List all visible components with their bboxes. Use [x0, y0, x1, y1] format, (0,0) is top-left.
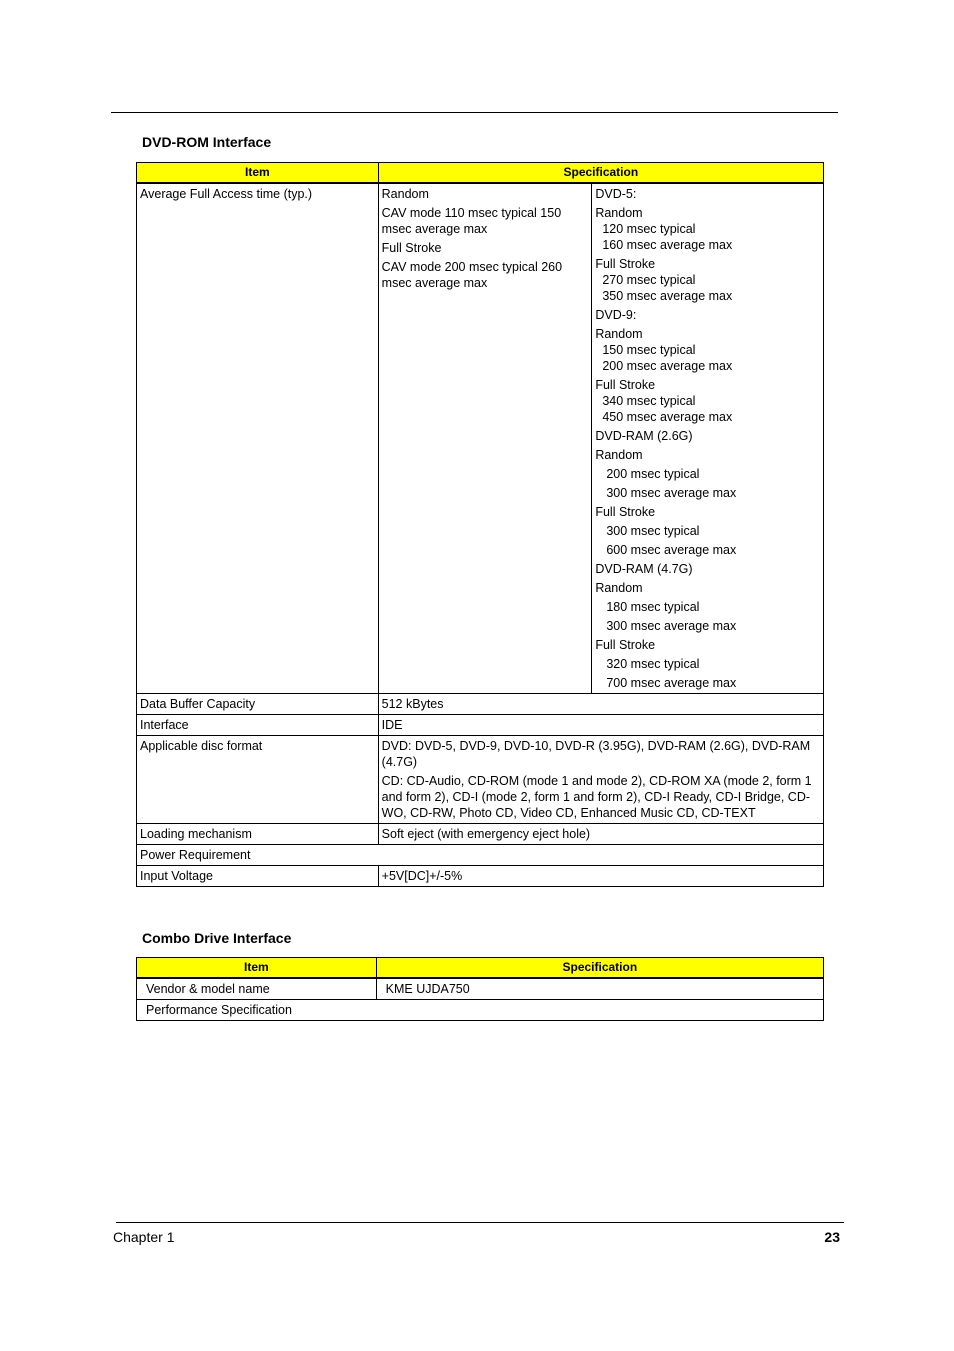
- text-line: Random: [595, 206, 643, 220]
- text-line: 320 msec typical: [606, 657, 700, 671]
- text-line: Full Stroke: [595, 257, 656, 271]
- text-line: DVD: DVD-5, DVD-9, DVD-10, DVD-R (3.95G), DVD-RAM (2.6G), DVD-RAM (4.7G): [381, 739, 811, 769]
- row-value: 512 kBytes: [378, 694, 823, 715]
- text-line: CD: CD-Audio, CD-ROM (mode 1 and mode 2), CD-ROM XA (mode 2, form 1 and form 2), CD-I (mode 2, form 1 and form 2), CD-I Ready, CD-I Bridge, CD-WO, CD-RW, Photo CD, Video CD, Enhanced Music CD, CD-TEXT: [381, 774, 812, 820]
- row-value: IDE: [378, 715, 823, 736]
- text-line: 180 msec typical: [606, 600, 700, 614]
- table-row: [137, 736, 824, 824]
- table-row: [137, 824, 824, 845]
- text-line: 700 msec average max: [606, 676, 737, 690]
- row-label: Vendor & model name: [137, 978, 377, 1000]
- text-line: Full Stroke: [381, 241, 442, 255]
- text-line: DVD-9:: [595, 308, 637, 322]
- text-line: 200 msec average max: [602, 359, 733, 373]
- table-row: [137, 183, 824, 694]
- text-line: 270 msec typical: [602, 273, 696, 287]
- row-label: Power Requirement: [137, 845, 824, 866]
- text-line: Full Stroke: [595, 505, 656, 519]
- row-label: Data Buffer Capacity: [137, 694, 379, 715]
- row-value: Soft eject (with emergency eject hole): [378, 824, 823, 845]
- text-line: DVD-RAM (4.7G): [595, 562, 693, 576]
- access-time-format-column: [592, 183, 824, 694]
- text-line: DVD-5:: [595, 187, 637, 201]
- header-item: Item: [137, 958, 377, 979]
- table-row: [137, 715, 824, 736]
- row-value: +5V[DC]+/-5%: [378, 866, 823, 887]
- row-value: [378, 736, 823, 824]
- text-line: CAV mode 110 msec typical 150 msec average max: [381, 206, 562, 236]
- text-line: Random: [595, 327, 643, 341]
- table-header-row: [137, 958, 824, 979]
- footer-chapter: Chapter 1: [113, 1229, 175, 1245]
- row-label: Average Full Access time (typ.): [137, 183, 379, 694]
- row-label: Applicable disc format: [137, 736, 379, 824]
- text-line: DVD-RAM (2.6G): [595, 429, 693, 443]
- text-line: 350 msec average max: [602, 289, 733, 303]
- table-row: [137, 694, 824, 715]
- text-line: 450 msec average max: [602, 410, 733, 424]
- access-time-cav-column: [378, 183, 592, 694]
- header-item: Item: [137, 163, 379, 184]
- header-rule: [111, 112, 838, 113]
- text-line: 300 msec typical: [606, 524, 700, 538]
- text-line: Random: [381, 187, 429, 201]
- text-line: 300 msec average max: [606, 619, 737, 633]
- dvd-rom-spec-table: [136, 162, 824, 887]
- combo-section-title: Combo Drive Interface: [142, 930, 292, 946]
- text-line: 200 msec typical: [606, 467, 700, 481]
- text-line: 300 msec average max: [606, 486, 737, 500]
- combo-spec-table: [136, 957, 824, 1021]
- table-row: [137, 866, 824, 887]
- row-label: Input Voltage: [137, 866, 379, 887]
- dvd-rom-section-title: DVD-ROM Interface: [142, 134, 272, 150]
- text-line: Random: [595, 448, 643, 462]
- text-line: 150 msec typical: [602, 343, 696, 357]
- text-line: Full Stroke: [595, 638, 656, 652]
- table-header-row: [137, 163, 824, 184]
- table-row: [137, 1000, 824, 1021]
- header-specification: Specification: [378, 163, 823, 184]
- row-label: Interface: [137, 715, 379, 736]
- table-row: [137, 978, 824, 1000]
- text-line: 340 msec typical: [602, 394, 696, 408]
- table-row: [137, 845, 824, 866]
- footer-rule: [116, 1222, 844, 1223]
- text-line: 120 msec typical: [602, 222, 696, 236]
- text-line: Full Stroke: [595, 378, 656, 392]
- row-label: Performance Specification: [137, 1000, 824, 1021]
- row-value: KME UJDA750: [376, 978, 823, 1000]
- text-line: Random: [595, 581, 643, 595]
- text-line: 600 msec average max: [606, 543, 737, 557]
- row-label: Loading mechanism: [137, 824, 379, 845]
- text-line: 160 msec average max: [602, 238, 733, 252]
- footer-page-number: 23: [824, 1229, 840, 1245]
- text-line: CAV mode 200 msec typical 260 msec average max: [381, 260, 563, 290]
- header-specification: Specification: [376, 958, 823, 979]
